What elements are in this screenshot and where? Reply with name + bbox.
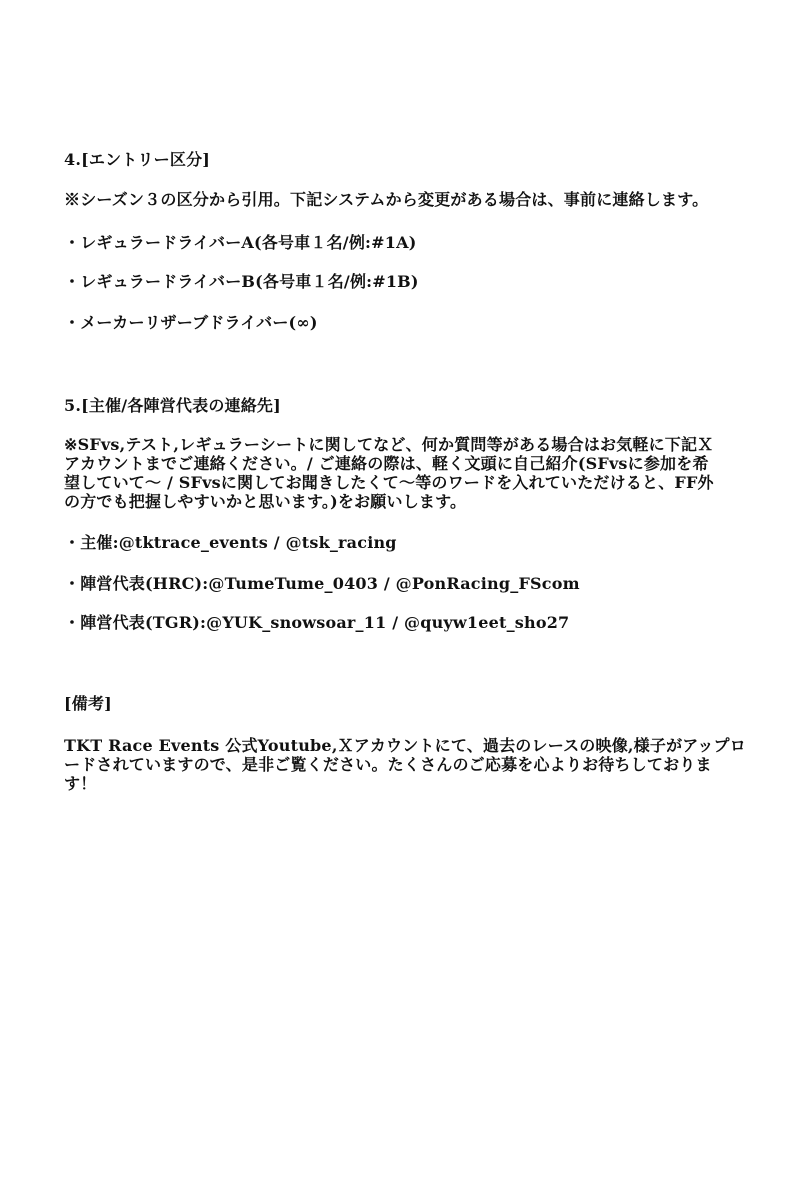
- entry-item: ・レギュラードライバーA(各号車１名/例:#1A): [64, 233, 417, 252]
- section4-heading: 4.[エントリー区分]: [64, 150, 211, 169]
- contact-item: ・陣営代表(TGR):@YUK_snowsoar_11 / @quyw1eet_sho27: [64, 613, 570, 632]
- section5-note-line: の方でも把握しやすいかと思います。)をお願いします。: [64, 492, 467, 511]
- entry-item: ・メーカーリザーブドライバー(∞): [64, 313, 318, 332]
- section4-note: ※シーズン３の区分から引用。下記システムから変更がある場合は、事前に連絡します。: [64, 190, 709, 209]
- section5-heading: 5.[主催/各陣営代表の連絡先]: [64, 396, 281, 415]
- remarks-line: TKT Race Events 公式Youtube,Ｘアカウントにて、過去のレースの映像,様子がアップロ: [64, 736, 746, 755]
- remarks-line: す！: [64, 774, 97, 793]
- remarks-text: [64, 736, 812, 793]
- remarks-line: ードされていますので、是非ご覧ください。たくさんのご応募を心よりお待ちしておりま: [64, 755, 712, 774]
- section5-note-line: 望していて〜 / SFvsに関してお聞きしたくて〜等のワードを入れていただけると、FF外: [64, 473, 714, 492]
- section5-note: [64, 435, 812, 511]
- contact-item: ・主催:@tktrace_events / @tsk_racing: [64, 533, 397, 552]
- entry-item: ・レギュラードライバーB(各号車１名/例:#1B): [64, 272, 419, 291]
- remarks-heading: [備考]: [64, 694, 112, 713]
- section5-note-line: アカウントまでご連絡ください。/ ご連絡の際は、軽く文頭に自己紹介(SFvsに参加を希: [64, 454, 709, 473]
- section5-note-line: ※SFvs,テスト,レギュラーシートに関してなど、何か質問等がある場合はお気軽に下記Ｘ: [64, 435, 714, 454]
- contact-item: ・陣営代表(HRC):@TumeTume_0403 / @PonRacing_FScom: [64, 574, 580, 593]
